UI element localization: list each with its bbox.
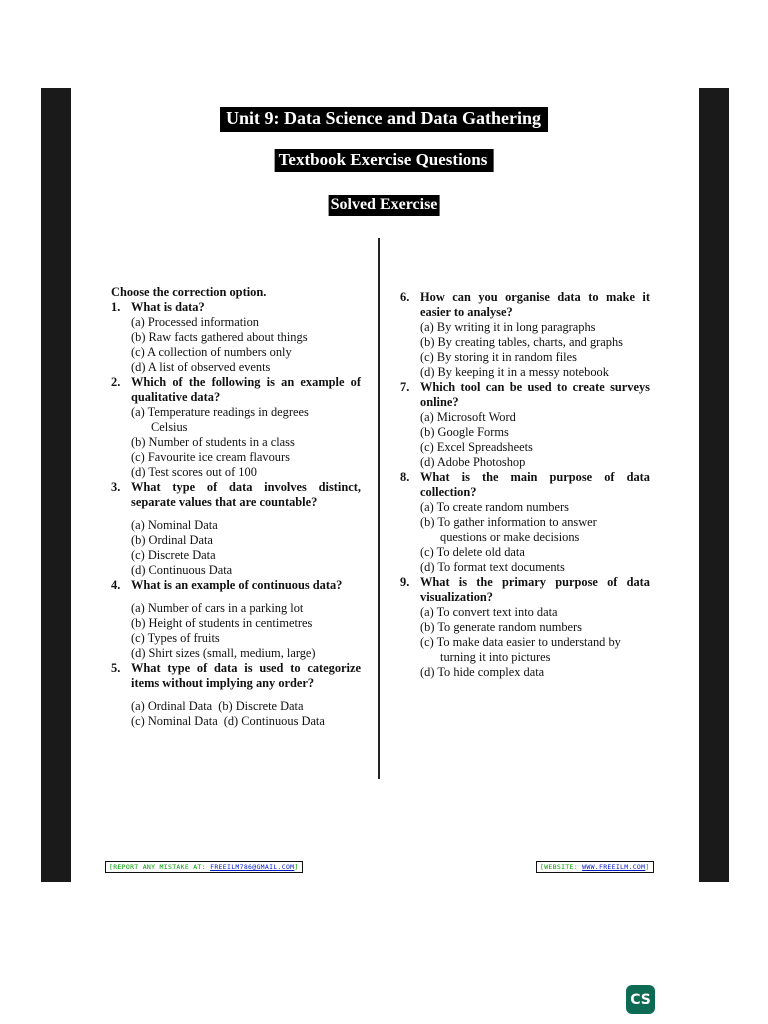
option-continuation: questions or make decisions bbox=[440, 530, 580, 544]
option: (a) Microsoft Word bbox=[420, 410, 516, 424]
option: (a) Number of cars in a parking lot bbox=[131, 601, 304, 615]
option-continuation: turning it into pictures bbox=[440, 650, 551, 664]
website-footer bbox=[536, 861, 654, 873]
question-number: 6. bbox=[400, 290, 410, 304]
question-text: What is the main purpose of data collection? bbox=[420, 470, 650, 499]
question-8 bbox=[400, 470, 650, 575]
option: (c) Discrete Data bbox=[131, 548, 216, 562]
question-9 bbox=[400, 575, 650, 680]
option: (a) Temperature readings in degrees bbox=[131, 405, 309, 419]
option: (a) By writing it in long paragraphs bbox=[420, 320, 596, 334]
left-scan-border bbox=[41, 88, 71, 882]
question-4 bbox=[111, 578, 361, 661]
option: (c) To make data easier to understand by bbox=[420, 635, 621, 649]
question-number: 5. bbox=[111, 661, 121, 675]
option-row bbox=[111, 699, 361, 714]
option: (d) To format text documents bbox=[420, 560, 565, 574]
camscanner-logo-icon: CS bbox=[626, 985, 655, 1014]
question-7 bbox=[400, 380, 650, 470]
question-number: 9. bbox=[400, 575, 410, 589]
option: (a) Processed information bbox=[131, 315, 259, 329]
website-link[interactable]: WWW.FREEILM.COM bbox=[582, 863, 646, 871]
option: (a) Nominal Data bbox=[131, 518, 218, 532]
question-number: 7. bbox=[400, 380, 410, 394]
question-text: Which tool can be used to create surveys online? bbox=[420, 380, 650, 409]
question-text: What is data? bbox=[131, 300, 205, 314]
option: (d) Shirt sizes (small, medium, large) bbox=[131, 646, 316, 660]
question-text: What is the primary purpose of data visualization? bbox=[420, 575, 650, 604]
option-row bbox=[111, 714, 361, 729]
question-6 bbox=[400, 290, 650, 380]
question-text: Which of the following is an example of qualitative data? bbox=[131, 375, 361, 404]
question-text: What is an example of continuous data? bbox=[131, 578, 343, 592]
unit-title: Unit 9: Data Science and Data Gathering bbox=[220, 107, 548, 132]
option: (b) To gather information to answer bbox=[420, 515, 597, 529]
option: (c) By storing it in random files bbox=[420, 350, 577, 364]
question-number: 8. bbox=[400, 470, 410, 484]
report-mistake-footer bbox=[105, 861, 303, 873]
option: (b) Google Forms bbox=[420, 425, 509, 439]
option: (a) Ordinal Data bbox=[131, 699, 213, 713]
question-text: What type of data involves distinct, separate values that are countable? bbox=[131, 480, 361, 509]
option: (b) Number of students in a class bbox=[131, 435, 295, 449]
question-5 bbox=[111, 661, 361, 729]
left-column bbox=[111, 285, 361, 729]
option: (c) Types of fruits bbox=[131, 631, 220, 645]
question-number: 1. bbox=[111, 300, 121, 314]
question-2 bbox=[111, 375, 361, 480]
option: (d) By keeping it in a messy notebook bbox=[420, 365, 609, 379]
question-1 bbox=[111, 300, 361, 375]
option: (d) Continuous Data bbox=[223, 714, 325, 728]
right-scan-border bbox=[699, 88, 729, 882]
option: (b) To generate random numbers bbox=[420, 620, 582, 634]
column-divider bbox=[378, 238, 380, 779]
report-email-link[interactable]: FREEILM786@GMAIL.COM bbox=[210, 863, 295, 871]
right-column bbox=[400, 290, 650, 680]
option: (c) Nominal Data bbox=[131, 714, 218, 728]
footer-bracket: ] bbox=[645, 863, 650, 871]
question-3 bbox=[111, 480, 361, 578]
option: (c) A collection of numbers only bbox=[131, 345, 292, 359]
option: (a) To create random numbers bbox=[420, 500, 569, 514]
instruction: Choose the correction option. bbox=[111, 285, 267, 299]
option: (d) To hide complex data bbox=[420, 665, 545, 679]
option: (c) To delete old data bbox=[420, 545, 525, 559]
option: (b) By creating tables, charts, and graphs bbox=[420, 335, 623, 349]
question-number: 3. bbox=[111, 480, 121, 494]
question-number: 2. bbox=[111, 375, 121, 389]
subtitle: Textbook Exercise Questions bbox=[275, 149, 494, 172]
option: (b) Raw facts gathered about things bbox=[131, 330, 308, 344]
option: (b) Height of students in centimetres bbox=[131, 616, 313, 630]
option: (d) Continuous Data bbox=[131, 563, 233, 577]
question-text: How can you organise data to make it easier to analyse? bbox=[420, 290, 650, 319]
option: (b) Ordinal Data bbox=[131, 533, 213, 547]
option: (c) Excel Spreadsheets bbox=[420, 440, 533, 454]
option: (a) To convert text into data bbox=[420, 605, 558, 619]
footer-bracket: ] bbox=[294, 863, 299, 871]
option-continuation: Celsius bbox=[151, 420, 188, 434]
option: (d) Adobe Photoshop bbox=[420, 455, 526, 469]
question-text: What type of data is used to categorize items without implying any order? bbox=[131, 661, 361, 690]
footer-label: [WEBSITE: bbox=[540, 863, 583, 871]
section-title: Solved Exercise bbox=[329, 195, 440, 216]
option: (b) Discrete Data bbox=[218, 699, 304, 713]
question-number: 4. bbox=[111, 578, 121, 592]
option: (d) A list of observed events bbox=[131, 360, 271, 374]
option: (c) Favourite ice cream flavours bbox=[131, 450, 290, 464]
option: (d) Test scores out of 100 bbox=[131, 465, 257, 479]
footer-label: [REPORT ANY MISTAKE AT: bbox=[109, 863, 211, 871]
